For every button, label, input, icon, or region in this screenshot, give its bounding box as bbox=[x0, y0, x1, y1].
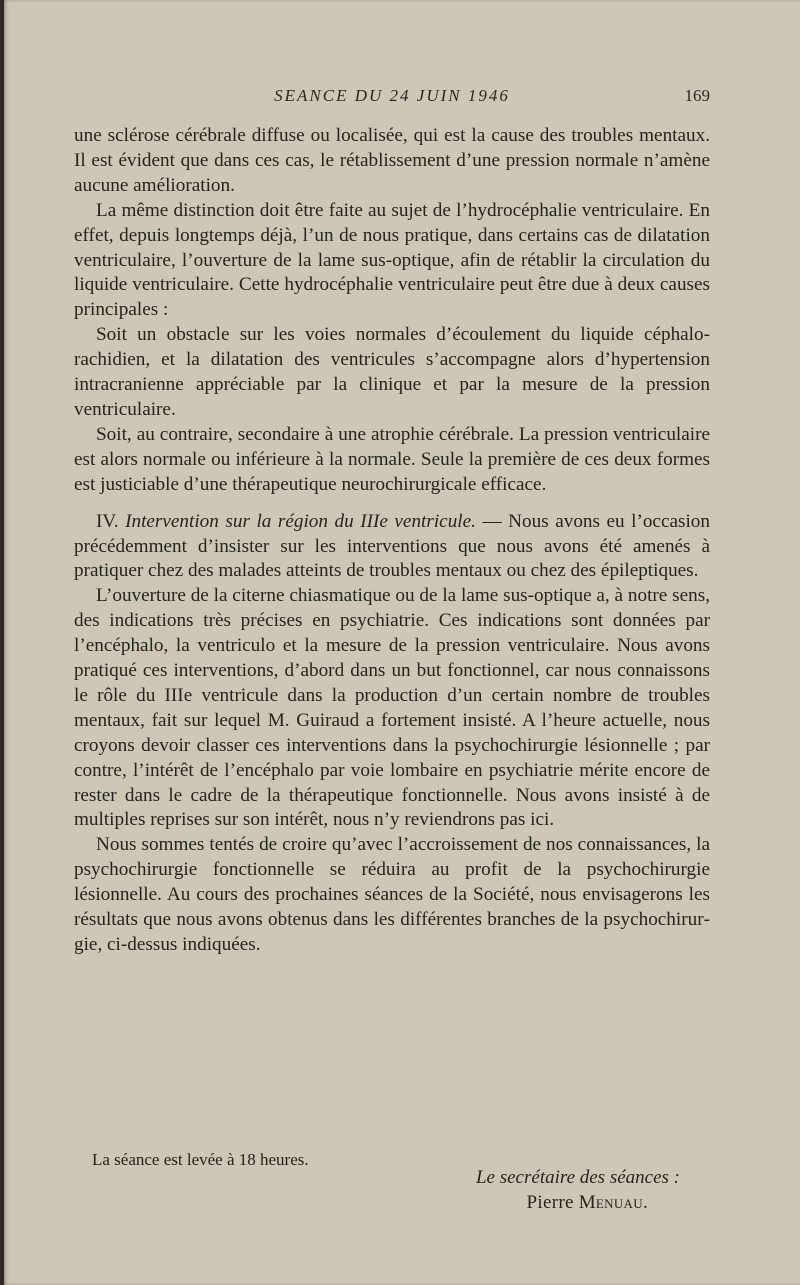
session-closed-note: La séance est levée à 18 heures. bbox=[92, 1150, 309, 1169]
secretary-title: Le secrétaire des séances : bbox=[475, 1167, 680, 1188]
paragraph-6: L’ouverture de la citerne chiasmatique ou de la lame sus-optique a, à notre sens, des indications très précises en psychiatrie. Ces indications sont données par l’encéphalo, la ventriculo et la mesure de la pression ventriculaire. Nous avons pratiqué ces interventions, d’abord dans un but fonctionnel, car nous connaissons le rôle du IIIe ventricule dans la production d’un certain nombre de troubles mentaux, fait sur lequel M. Guiraud a fortement insisté. A l’heure actuelle, nous croyons devoir classer ces interventions dans la psychochirurgie lésionnelle ; par contre, l’intérêt de l’encéphalo par voie lombaire en psychiatrie mérite encore de rester dans le cadre de la thérapeutique fonctionnelle. Nous avons insisté à de multiples reprises sur son intérêt, nous n’y reviendrons pas ici. bbox=[74, 585, 710, 831]
section-iv-paragraph bbox=[74, 510, 710, 585]
body-text bbox=[74, 124, 710, 958]
section-text: — Nous avons eu l’occasion précédemment d’insister sur les interventions que nous avons été amenés à pratiquer chez des malades atteints de troubles mentaux ou chez des épileptiques. bbox=[74, 510, 710, 582]
section-title: Intervention sur la région du IIIe ventricule. bbox=[125, 510, 476, 532]
paragraph-1: une sclérose cérébrale diffuse ou localisée, qui est la cause des troubles mentaux. Il est évident que dans ces cas, le rétablissement d’une pression normale n’amène aucune amélioration. bbox=[74, 125, 710, 196]
paragraph-7: Nous sommes tentés de croire qu’avec l’accroissement de nos connaissances, la psychochirurgie fonctionnelle se réduira au profit de la psychochirurgie lésionnelle. Au cours des prochaines séances de la Société, nous envisagerons les résultats que nous avons obtenus dans les différentes branches de la psychochirurgie, ci-dessus indiquées. bbox=[74, 834, 710, 955]
paragraph-2: La même distinction doit être faite au sujet de l’hydrocéphalie ventriculaire. En effet, depuis longtemps déjà, l’un de nous pratique, dans certains cas de dilatation ventriculaire, l’ouverture de la lame sus-optique, afin de rétablir la circulation du liquide ventriculaire. Cette hydrocéphalie ventriculaire peut être due à deux causes principales : bbox=[74, 199, 710, 321]
section-number: IV. bbox=[96, 510, 126, 532]
secretary-last-name: Menuau bbox=[578, 1192, 643, 1213]
page-header bbox=[74, 86, 710, 112]
paragraph-4: Soit, au contraire, secondaire à une atrophie cérébrale. La pression ventriculaire est alors normale ou inférieure à la normale. Seule la première de ces deux formes est justiciable d’une thérapeutique neurochirurgicale efficace. bbox=[74, 423, 710, 495]
page-number: 169 bbox=[684, 86, 710, 105]
paragraph-3: Soit un obstacle sur les voies normales d’écoulement du liquide céphalo-rachidien, et la dilatation des ventricules s’accompagne alors d’hypertension intracranienne appréciable par la clinique et par la mesure de la pression ventriculaire. bbox=[74, 324, 710, 420]
secretary-signature bbox=[527, 1192, 648, 1214]
book-spine-shadow bbox=[0, 0, 4, 1285]
secretary-first-name: Pierre bbox=[526, 1192, 579, 1213]
signature-period: . bbox=[642, 1192, 648, 1213]
running-head: SEANCE DU 24 JUIN 1946 bbox=[274, 86, 510, 105]
